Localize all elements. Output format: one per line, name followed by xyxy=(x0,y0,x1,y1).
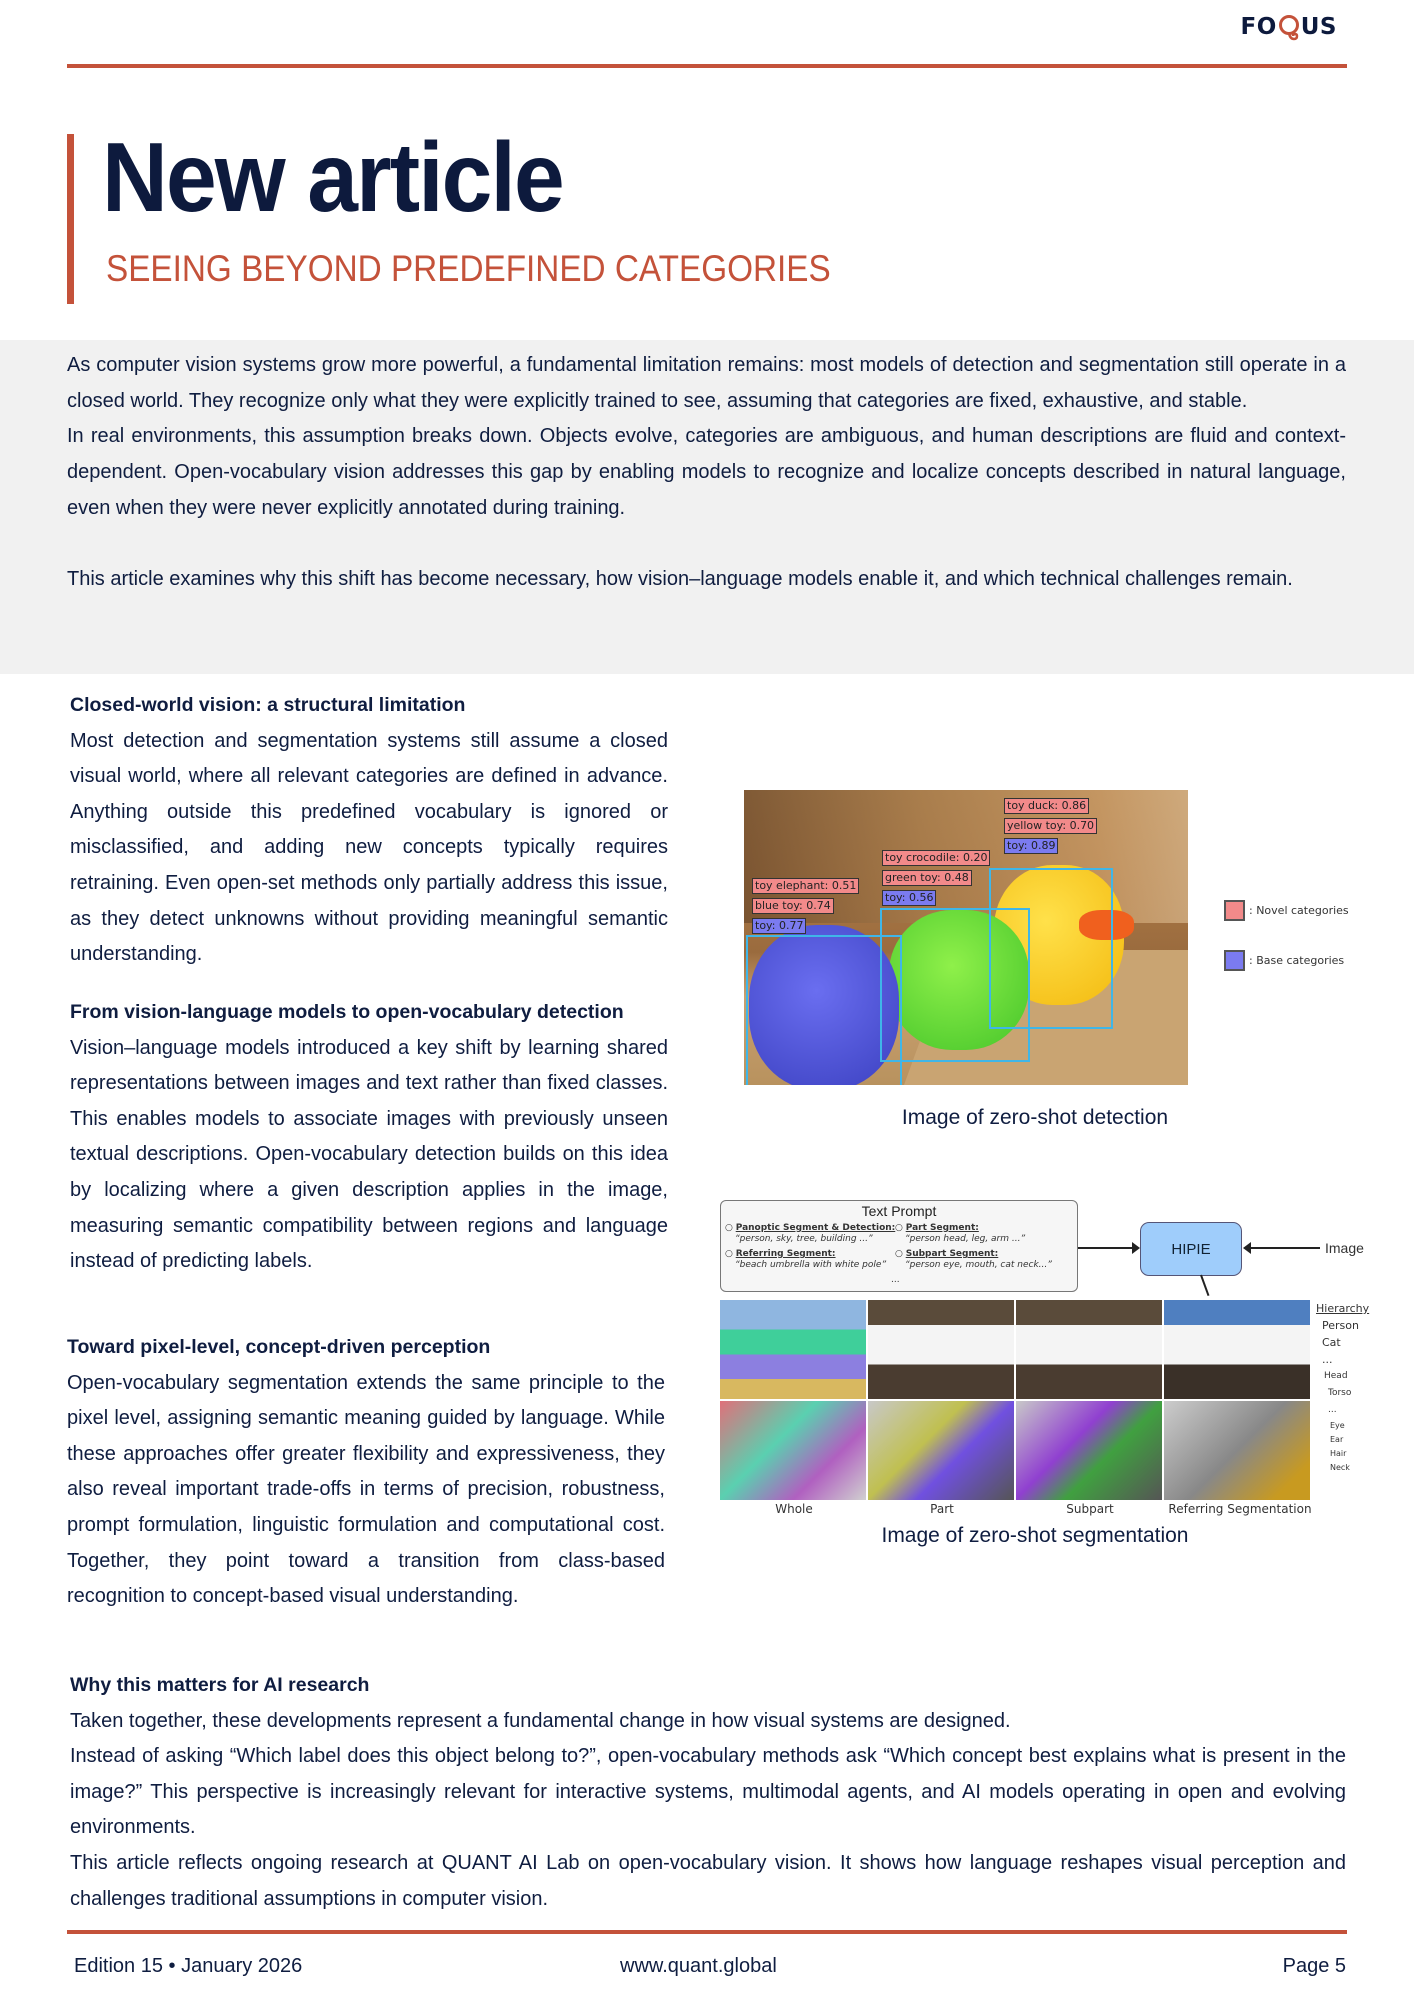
logo-text-left: FO xyxy=(1240,14,1277,40)
prompt-ellipsis: ... xyxy=(891,1275,900,1285)
arrow-head-icon xyxy=(1132,1242,1140,1254)
hipie-model-box: HIPIE xyxy=(1140,1222,1242,1276)
part-airport-image xyxy=(868,1401,1014,1500)
prompt-item: ○ Part Segment: “person head, leg, arm ...” xyxy=(895,1223,1026,1244)
section-heading: From vision-language models to open-vocabulary detection xyxy=(70,1001,624,1023)
edition-info: Edition 15 • January 2026 xyxy=(74,1955,303,1977)
hierarchy-title: Hierarchy xyxy=(1316,1302,1370,1315)
hierarchy-tree: Hierarchy Person Cat ... Head Torso ... Eye Ear Hair Neck xyxy=(1316,1302,1370,1472)
page-title: New article xyxy=(102,122,563,232)
page-number: Page 5 xyxy=(1282,1955,1346,1977)
arrow-image-to-model xyxy=(1250,1247,1320,1249)
subpart-beach-image xyxy=(1016,1300,1162,1399)
text-prompt-box xyxy=(720,1200,1078,1292)
section-closed-world xyxy=(70,688,668,973)
section-heading: Toward pixel-level, concept-driven perception xyxy=(67,1336,491,1358)
closing-paragraph: Taken together, these developments represent a fundamental change in how visual systems are designed. xyxy=(70,1709,1011,1732)
bbox-duck xyxy=(989,868,1113,1029)
referring-beach-image xyxy=(1164,1300,1310,1399)
closing-paragraph: Instead of asking “Which label does this object belong to?”, open-vocabulary methods ask “Which concept best explains what is present in the image?” This perspective is increasingly relevant for interactive systems, multimodal agents, and AI models operating in open and evolving environments. xyxy=(70,1745,1346,1839)
intro-paragraph: As computer vision systems grow more powerful, a fundamental limitation remains: most models of detection and segmentation still operate in a closed world. They recognize only what they were explicitly trained to see, assuming that categories are fixed, exhaustive, and stable. xyxy=(67,354,1346,412)
brand-logo xyxy=(1240,14,1337,40)
website-link[interactable]: www.quant.global xyxy=(620,1955,777,1977)
column-label: Part xyxy=(930,1502,954,1516)
legend-novel xyxy=(1224,900,1349,921)
logo-q-icon xyxy=(1278,14,1300,40)
logo-text-right: US xyxy=(1300,14,1337,40)
segmentation-caption: Image of zero-shot segmentation xyxy=(881,1524,1189,1547)
column-label: Subpart xyxy=(1066,1502,1114,1516)
label-novel: blue toy: 0.74 xyxy=(752,898,834,914)
label-novel: toy duck: 0.86 xyxy=(1004,798,1089,814)
intro-text xyxy=(67,348,1346,598)
column-label: Referring Segmentation xyxy=(1168,1502,1312,1516)
label-novel: toy crocodile: 0.20 xyxy=(882,850,990,866)
section-pixel-level xyxy=(67,1330,665,1615)
header-divider xyxy=(67,64,1347,68)
subpart-airport-image xyxy=(1016,1401,1162,1500)
arrow-model-to-output xyxy=(1200,1275,1209,1296)
referring-airport-image xyxy=(1164,1401,1310,1500)
segmentation-grid xyxy=(720,1300,1310,1500)
whole-airport-image xyxy=(720,1401,866,1500)
part-beach-image xyxy=(868,1300,1014,1399)
label-novel: toy elephant: 0.51 xyxy=(752,878,859,894)
legend-novel-label: : Novel categories xyxy=(1249,904,1349,917)
label-base: toy: 0.89 xyxy=(1004,838,1058,854)
image-input-label: Image xyxy=(1325,1240,1364,1256)
prompt-item: ○ Subpart Segment: “person eye, mouth, cat neck...” xyxy=(895,1249,1052,1270)
section-why-it-matters xyxy=(70,1668,1346,1917)
zero-shot-detection-image xyxy=(744,790,1188,1085)
legend-base-label: : Base categories xyxy=(1249,954,1345,967)
footer-divider xyxy=(67,1930,1347,1934)
arrow-head-icon xyxy=(1243,1242,1251,1254)
prompt-item: ○ Panoptic Segment & Detection: “person, sky, tree, building ...” xyxy=(725,1223,896,1244)
intro-paragraph: This article examines why this shift has become necessary, how vision–language models enable it, and which technical challenges remain. xyxy=(67,568,1293,591)
intro-paragraph: In real environments, this assumption breaks down. Objects evolve, categories are ambiguous, and human descriptions are fluid and context-dependent. Open-vocabulary vision addresses this gap by enabling models to recognize and localize concepts described in natural language, even when they were never explicitly annotated during training. xyxy=(67,425,1346,519)
label-base: toy: 0.77 xyxy=(752,918,806,934)
label-base: toy: 0.56 xyxy=(882,890,936,906)
page-subtitle: SEEING BEYOND PREDEFINED CATEGORIES xyxy=(106,248,831,289)
section-vlm xyxy=(70,995,668,1280)
whole-beach-image xyxy=(720,1300,866,1399)
label-novel: yellow toy: 0.70 xyxy=(1004,818,1097,834)
closing-paragraph: This article reflects ongoing research at QUANT AI Lab on open-vocabulary vision. It shows how language reshapes visual perception and challenges traditional assumptions in computer vision. xyxy=(70,1851,1346,1910)
legend-base xyxy=(1224,950,1344,971)
section-body: Open-vocabulary segmentation extends the same principle to the pixel level, assigning semantic meaning guided by language. While these approaches offer greater flexibility and expressiveness, they also reveal important trade-offs in terms of precision, robustness, prompt formulation, linguistic formulation and computational cost. Together, they point toward a transition from class-based recognition to concept-based visual understanding. xyxy=(67,1371,665,1608)
arrow-prompt-to-model xyxy=(1078,1247,1136,1249)
prompt-item: ○ Referring Segment: “beach umbrella with white pole” xyxy=(725,1249,887,1270)
base-swatch xyxy=(1224,950,1245,971)
title-accent-bar xyxy=(67,134,74,304)
detection-caption: Image of zero-shot detection xyxy=(901,1106,1169,1129)
section-body: Vision–language models introduced a key shift by learning shared representations between images and text rather than fixed classes. This enables models to associate images with previously unseen textual descriptions. Open-vocabulary detection builds on this idea by localizing where a given description applies in the image, measuring semantic compatibility between regions and language instead of predicting labels. xyxy=(70,1036,668,1273)
section-heading: Closed-world vision: a structural limitation xyxy=(70,694,466,716)
text-prompt-title: Text Prompt xyxy=(861,1203,937,1219)
column-label: Whole xyxy=(775,1502,813,1516)
label-novel: green toy: 0.48 xyxy=(882,870,972,886)
bbox-elephant xyxy=(746,935,902,1085)
novel-swatch xyxy=(1224,900,1245,921)
section-heading: Why this matters for AI research xyxy=(70,1674,370,1696)
section-body: Most detection and segmentation systems still assume a closed visual world, where all relevant categories are defined in advance. Anything outside this predefined vocabulary is ignored or misclassified, and adding new concepts typically requires retraining. Even open-set methods only partially address this issue, as they detect unknowns without providing meaningful semantic understanding. xyxy=(70,729,668,966)
